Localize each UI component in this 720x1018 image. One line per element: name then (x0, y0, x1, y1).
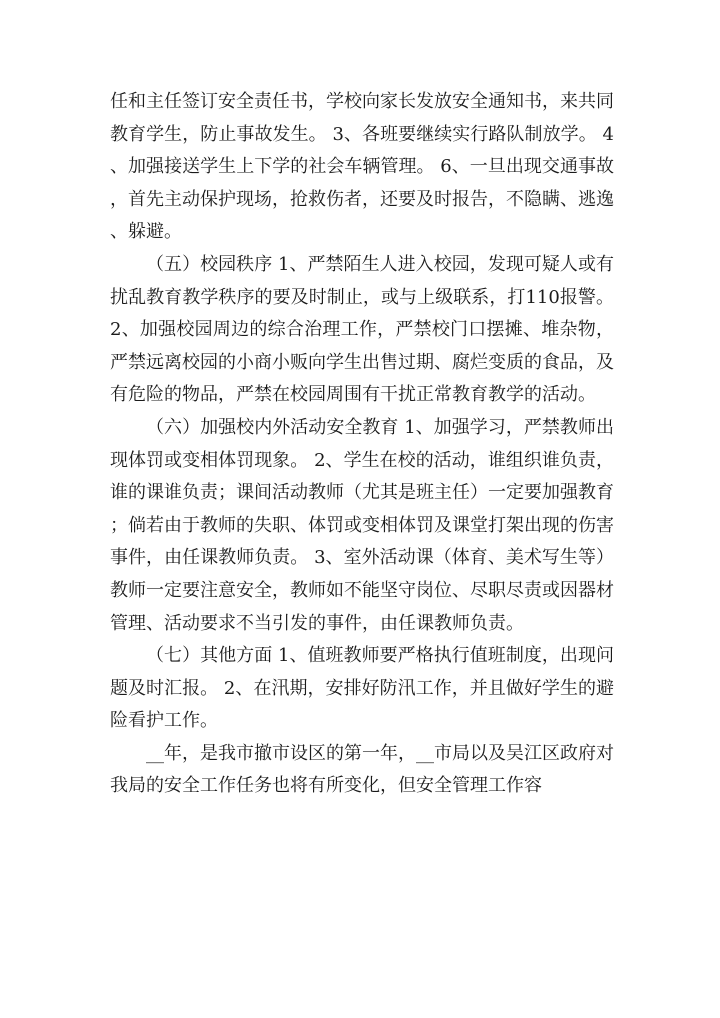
paragraph-campus-order: （五）校园秩序 1、严禁陌生人进入校园，发现可疑人或有扰乱教育教学秩序的要及时制止，或与上级联系，打110报警。 2、加强校园周边的综合治理工作，严禁校门口摆摊、堆杂物，严禁远离校园的小商小贩向学生出售过期、腐烂变质的食品，及有危险的物品，严禁在校园周围有干扰正常教育教学的活动。 (110, 253, 614, 406)
paragraph-activity-safety: （六）加强校内外活动安全教育 1、加强学习，严禁教师出现体罚或变相体罚现象。 2、学生在校的活动，谁组织谁负责，谁的课谁负责；课间活动教师（尤其是班主任）一定要加强教育；倘若由于教师的失职、体罚或变相体罚及课堂打架出现的伤害事件，由任课教师负责。 3、室外活动课（体育、美术写生等）教师一定要注意安全，教师如不能坚守岗位、尽职尽责或因器材管理、活动要求不当引发的事件，由任课教师负责。 (110, 416, 614, 634)
paragraph-traffic-safety: 任和主任签订安全责任书，学校向家长发放安全通知书，来共同教育学生，防止事故发生。 3、各班要继续实行路队制放学。 4、加强接送学生上下学的社会车辆管理。 6、一旦出现交通事故，首先主动保护现场，抢救伤者，还要及时报告，不隐瞒、逃逸、躲避。 (110, 91, 614, 243)
paragraph-other-aspects: （七）其他方面 1、值班教师要严格执行值班制度，出现问题及时汇报。 2、在汛期，安排好防汛工作，并且做好学生的避险看护工作。 (110, 645, 614, 732)
paragraph-year-intro: __年，是我市撤市设区的第一年，__市局以及吴江区政府对我局的安全工作任务也将有所变化，但安全管理工作容 (110, 742, 614, 797)
document-body (110, 86, 614, 803)
